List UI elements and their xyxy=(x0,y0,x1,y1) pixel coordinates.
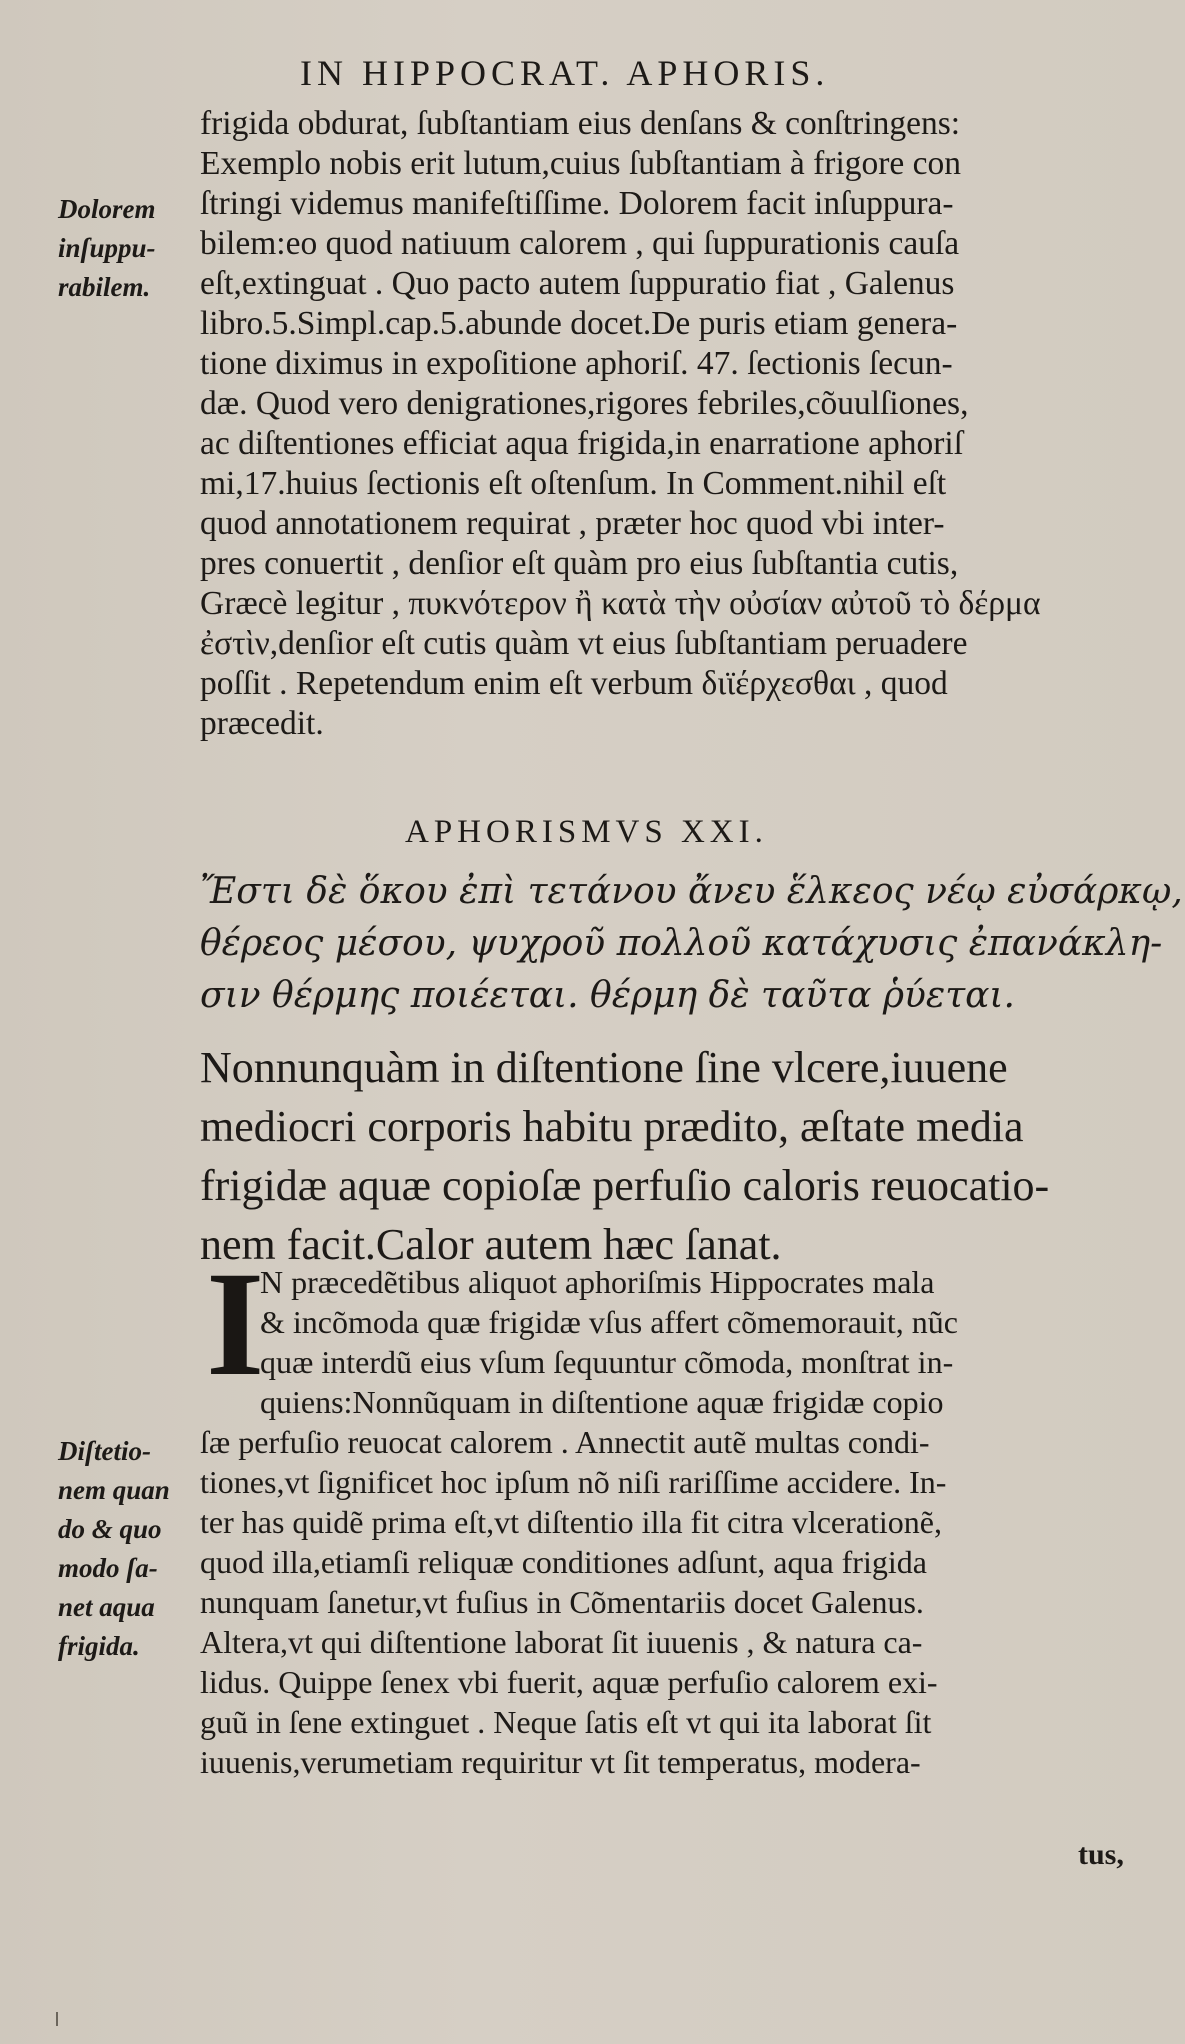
drop-cap: I xyxy=(206,1241,265,1407)
text-line: quod annotationem requirat , præter hoc quod vbi inter- xyxy=(200,505,945,542)
aphorism-heading: APHORISMVS XXI. xyxy=(405,814,768,850)
margin-note-line: inſuppu- xyxy=(58,233,156,263)
greek-line: σιν θέρμης ποιέεται. θέρμη δὲ ταῦτα ῥύεται. xyxy=(200,975,1015,1016)
latin-aphorism xyxy=(200,1038,1049,1274)
commentary-line: guũ in ſene extinguet . Neque ſatis eſt vt qui ita laborat ſit xyxy=(200,1704,932,1740)
commentary-line: N præcedẽtibus aliquot aphoriſmis Hippocrates mala xyxy=(260,1264,935,1300)
commentary-line: quiens:Nonnũquam in diſtentione aquæ frigidæ copio xyxy=(260,1384,944,1420)
commentary-line: Altera,vt qui diſtentione laborat ſit iuuenis , & natura ca- xyxy=(200,1624,923,1660)
running-head: IN HIPPOCRAT. APHORIS. xyxy=(300,53,830,93)
text-line: mi,17.huius ſectionis eſt oſtenſum. In Comment.nihil eſt xyxy=(200,465,947,502)
margin-note-line: rabilem. xyxy=(58,272,151,302)
margin-note-dolorem xyxy=(58,190,156,307)
commentary-line: & incõmoda quæ frigidæ vſus affert cõmemorauit, nũc xyxy=(260,1304,958,1340)
text-line: bilem:eo quod natiuum calorem , qui ſuppurationis cauſa xyxy=(200,225,960,262)
commentary-line: quæ interdũ eius vſum ſequuntur cõmoda, monſtrat in- xyxy=(260,1344,954,1380)
binding-mark xyxy=(56,2012,58,2026)
margin-note-line: do & quo xyxy=(58,1514,162,1544)
commentary-line: ter has quidẽ prima eſt,vt diſtentio illa fit citra vlcerationẽ, xyxy=(200,1504,942,1540)
text-line-greek: Græcè legitur , πυκνότερον ἢ κατὰ τὴν οὐσίαν αὐτοῦ τὸ δέρμα xyxy=(200,585,1041,622)
aphorism-line: frigidæ aquæ copioſæ perfuſio caloris reuocatio- xyxy=(200,1161,1050,1210)
greek-line: Ἔστι δὲ ὅκου ἐπὶ τετάνου ἄνευ ἕλκεος νέῳ εὐσάρκῳ, xyxy=(200,871,1183,912)
text-line: ſtringi videmus manifeſtiſſime. Dolorem facit inſuppura- xyxy=(200,185,954,222)
commentary-line: tiones,vt ſignificet hoc ipſum nõ niſi rariſſime accidere. In- xyxy=(200,1464,947,1500)
text-line: poſſit . Repetendum enim eſt verbum διϊέρχεσθαι , quod xyxy=(200,665,948,702)
text-line: ac diſtentiones efficiat aqua frigida,in enarratione aphoriſ xyxy=(200,425,964,462)
text-line: pres conuertit , denſior eſt quàm pro eius ſubſtantia cutis, xyxy=(200,545,959,582)
margin-note-line: modo ſa- xyxy=(58,1553,158,1583)
greek-aphorism xyxy=(200,866,1183,1022)
aphorism-line: nem facit.Calor autem hæc ſanat. xyxy=(200,1220,782,1269)
commentary-line: iuuenis,verumetiam requiritur vt ſit temperatus, modera- xyxy=(200,1744,921,1780)
aphorism-line: mediocri corporis habitu prædito, æſtate media xyxy=(200,1102,1024,1151)
margin-note-line: frigida. xyxy=(58,1631,140,1661)
text-line: dæ. Quod vero denigrationes,rigores febriles,cõuulſiones, xyxy=(200,385,969,422)
text-line: frigida obdurat, ſubſtantiam eius denſans & conſtringens: xyxy=(200,105,961,142)
text-line: tione diximus in expoſitione aphoriſ. 47. ſectionis ſecun- xyxy=(200,345,953,382)
margin-note-line: net aqua xyxy=(58,1592,155,1622)
margin-note-line: Dolorem xyxy=(58,194,156,224)
commentary-line: lidus. Quippe ſenex vbi fuerit, aquæ perfuſio calorem exi- xyxy=(200,1664,938,1700)
margin-note-line: Diſtetio- xyxy=(58,1436,151,1466)
commentary-line: quod illa,etiamſi reliquæ conditiones adſunt, aqua frigida xyxy=(200,1544,927,1580)
commentary-line: nunquam ſanetur,vt fuſius in Cõmentariis docet Galenus. xyxy=(200,1584,924,1620)
commentary-line: ſæ perfuſio reuocat calorem . Annectit autẽ multas condi- xyxy=(200,1424,930,1460)
paragraph-continued xyxy=(200,104,1140,744)
catchword: tus, xyxy=(1078,1838,1124,1871)
text-line: eſt,extinguat . Quo pacto autem ſuppuratio fiat , Galenus xyxy=(200,265,955,302)
margin-note-line: nem quan xyxy=(58,1475,170,1505)
text-line: Exemplo nobis erit lutum,cuius ſubſtantiam à frigore con xyxy=(200,145,962,182)
margin-note-distentionem xyxy=(58,1432,170,1666)
text-line: libro.5.Simpl.cap.5.abunde docet.De puris etiam genera- xyxy=(200,305,958,342)
text-line: præcedit. xyxy=(200,705,324,742)
aphorism-line: Nonnunquàm in diſtentione ſine vlcere,iuuene xyxy=(200,1043,1008,1092)
text-line: ἐστὶν,denſior eſt cutis quàm vt eius ſubſtantiam peruadere xyxy=(200,625,968,662)
greek-line: θέρεος μέσου, ψυχροῦ πολλοῦ κατάχυσις ἐπανάκλη- xyxy=(200,923,1163,964)
